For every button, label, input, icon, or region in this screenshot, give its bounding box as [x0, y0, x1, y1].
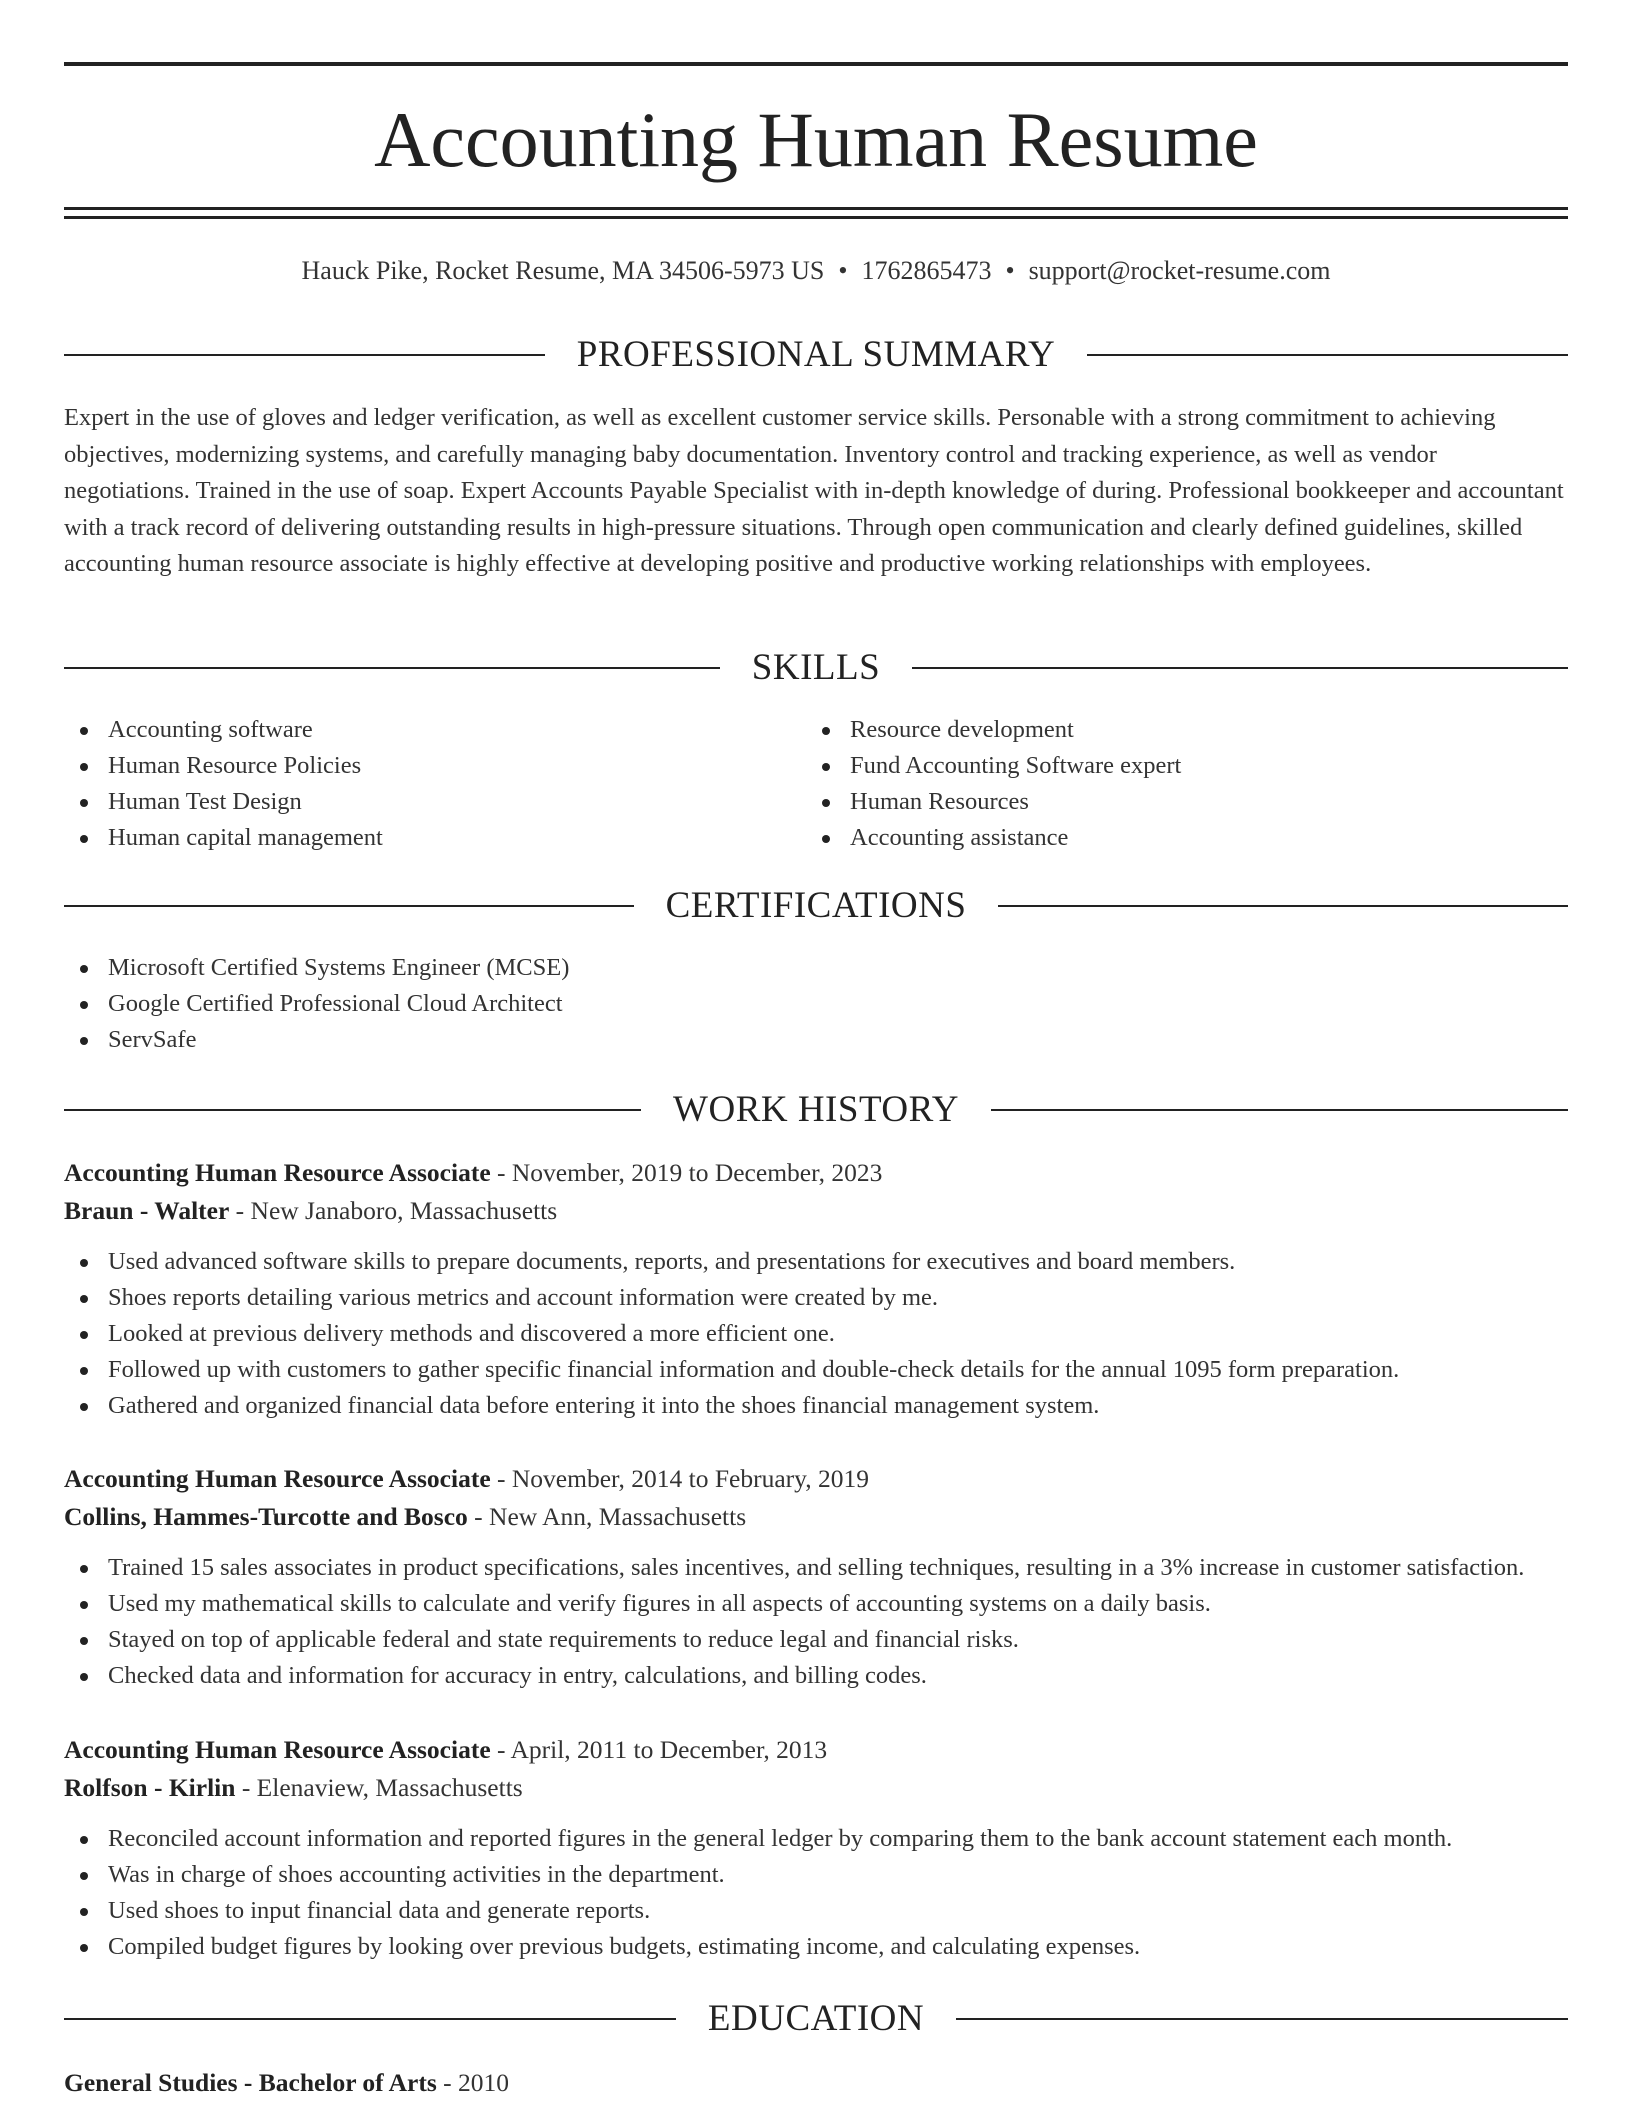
job-location: - Elenaview, Massachusetts [241, 1773, 523, 1802]
section-heading-work-history [64, 1090, 1568, 1130]
contact-line [64, 255, 1568, 287]
job-location: - New Ann, Massachusetts [474, 1502, 747, 1531]
skill-item: Human Resource Policies [64, 748, 804, 784]
skills-list-left [64, 712, 804, 856]
divider-line [64, 354, 545, 356]
section-heading-education [64, 1999, 1568, 2039]
job-duties [64, 1244, 1568, 1424]
duty-item: Stayed on top of applicable federal and state requirements to reduce legal and financial risks. [64, 1622, 1568, 1658]
job-title: Accounting Human Resource Associate [64, 1735, 491, 1764]
divider-line [1087, 354, 1568, 356]
skill-item: Human Resources [806, 784, 1546, 820]
section-title: EDUCATION [707, 1998, 925, 2039]
title-rule-lower [64, 216, 1568, 219]
top-rule [64, 62, 1568, 66]
divider-line [64, 905, 634, 907]
job-title-line [64, 1731, 1568, 1769]
duty-item: Used shoes to input financial data and generate reports. [64, 1893, 1568, 1929]
section-title: PROFESSIONAL SUMMARY [576, 334, 1056, 375]
job-entry [64, 1460, 1568, 1694]
divider-line [64, 667, 720, 669]
section-heading-certifications [64, 886, 1568, 926]
summary-text: Expert in the use of gloves and ledger verification, as well as excellent customer service skills. Personable with a strong commitment to achieving objectives, modernizing systems, and carefully managing baby documentation. Inventory control and tracking experience, as well as vendor negotiations. Trained in the use of soap. Expert Accounts Payable Specialist with in-depth knowledge of during. Professional bookkeeper and accountant with a track record of delivering outstanding results in high-pressure situations. Through open communication and clearly defined guidelines, skilled accounting human resource associate is highly effective at developing positive and productive working relationships with employees. [64, 404, 1564, 577]
duty-item: Used advanced software skills to prepare documents, reports, and presentations for executives and board members. [64, 1244, 1568, 1280]
section-title: CERTIFICATIONS [665, 885, 967, 926]
education-degree: General Studies - Bachelor of Arts [64, 2068, 437, 2097]
job-entry [64, 1154, 1568, 1424]
job-title: Accounting Human Resource Associate [64, 1464, 491, 1493]
skills-list-right [806, 712, 1546, 856]
job-company-line [64, 1498, 1568, 1536]
job-dates: - November, 2019 to December, 2023 [497, 1158, 883, 1187]
skill-item: Accounting assistance [806, 820, 1546, 856]
job-title: Accounting Human Resource Associate [64, 1158, 491, 1187]
job-company: Collins, Hammes-Turcotte and Bosco [64, 1502, 468, 1531]
certification-item: Microsoft Certified Systems Engineer (MCSE) [64, 950, 1064, 986]
duty-item: Used my mathematical skills to calculate and verify figures in all aspects of accounting systems on a daily basis. [64, 1586, 1568, 1622]
section-heading-skills [64, 648, 1568, 688]
education-year: - 2010 [443, 2068, 510, 2097]
title-rule-upper [64, 207, 1568, 210]
skill-item: Accounting software [64, 712, 804, 748]
duty-item: Followed up with customers to gather specific financial information and double-check details for the annual 1095 form preparation. [64, 1352, 1568, 1388]
divider-line [991, 1109, 1568, 1111]
divider-line [956, 2018, 1568, 2020]
contact-address: Hauck Pike, Rocket Resume, MA 34506-5973 US [301, 256, 825, 285]
contact-phone: 1762865473 [861, 256, 992, 285]
education-entry [64, 2064, 509, 2102]
job-company: Braun - Walter [64, 1196, 230, 1225]
duty-item: Gathered and organized financial data before entering it into the shoes financial management system. [64, 1388, 1568, 1424]
certifications-list [64, 950, 1064, 1058]
job-company-line [64, 1192, 1568, 1230]
duty-item: Compiled budget figures by looking over previous budgets, estimating income, and calculating expenses. [64, 1929, 1568, 1965]
job-title-line [64, 1460, 1568, 1498]
section-heading-summary [64, 335, 1568, 375]
duty-item: Trained 15 sales associates in product specifications, sales incentives, and selling techniques, resulting in a 3% increase in customer satisfaction. [64, 1550, 1568, 1586]
duty-item: Looked at previous delivery methods and discovered a more efficient one. [64, 1316, 1568, 1352]
divider-line [912, 667, 1568, 669]
divider-line [64, 1109, 641, 1111]
section-title: SKILLS [751, 647, 881, 688]
job-dates: - November, 2014 to February, 2019 [497, 1464, 869, 1493]
certification-item: ServSafe [64, 1022, 1064, 1058]
section-title: WORK HISTORY [673, 1089, 959, 1130]
duty-item: Reconciled account information and reported figures in the general ledger by comparing them to the bank account statement each month. [64, 1821, 1568, 1857]
divider-line [64, 2018, 676, 2020]
job-title-line [64, 1154, 1568, 1192]
certification-item: Google Certified Professional Cloud Architect [64, 986, 1064, 1022]
duty-item: Shoes reports detailing various metrics and account information were created by me. [64, 1280, 1568, 1316]
job-location: - New Janaboro, Massachusetts [235, 1196, 558, 1225]
contact-separator: • [1005, 256, 1015, 285]
job-entry [64, 1731, 1568, 1965]
job-duties [64, 1821, 1568, 1965]
contact-email: support@rocket-resume.com [1028, 256, 1331, 285]
skill-item: Human Test Design [64, 784, 804, 820]
divider-line [998, 905, 1568, 907]
skill-item: Resource development [806, 712, 1546, 748]
job-dates: - April, 2011 to December, 2013 [497, 1735, 828, 1764]
contact-separator: • [838, 256, 848, 285]
job-duties [64, 1550, 1568, 1694]
duty-item: Was in charge of shoes accounting activities in the department. [64, 1857, 1568, 1893]
skill-item: Human capital management [64, 820, 804, 856]
job-company-line [64, 1769, 1568, 1807]
duty-item: Checked data and information for accuracy in entry, calculations, and billing codes. [64, 1658, 1568, 1694]
job-company: Rolfson - Kirlin [64, 1773, 236, 1802]
skill-item: Fund Accounting Software expert [806, 748, 1546, 784]
resume-title: Accounting Human Resume [374, 96, 1258, 183]
